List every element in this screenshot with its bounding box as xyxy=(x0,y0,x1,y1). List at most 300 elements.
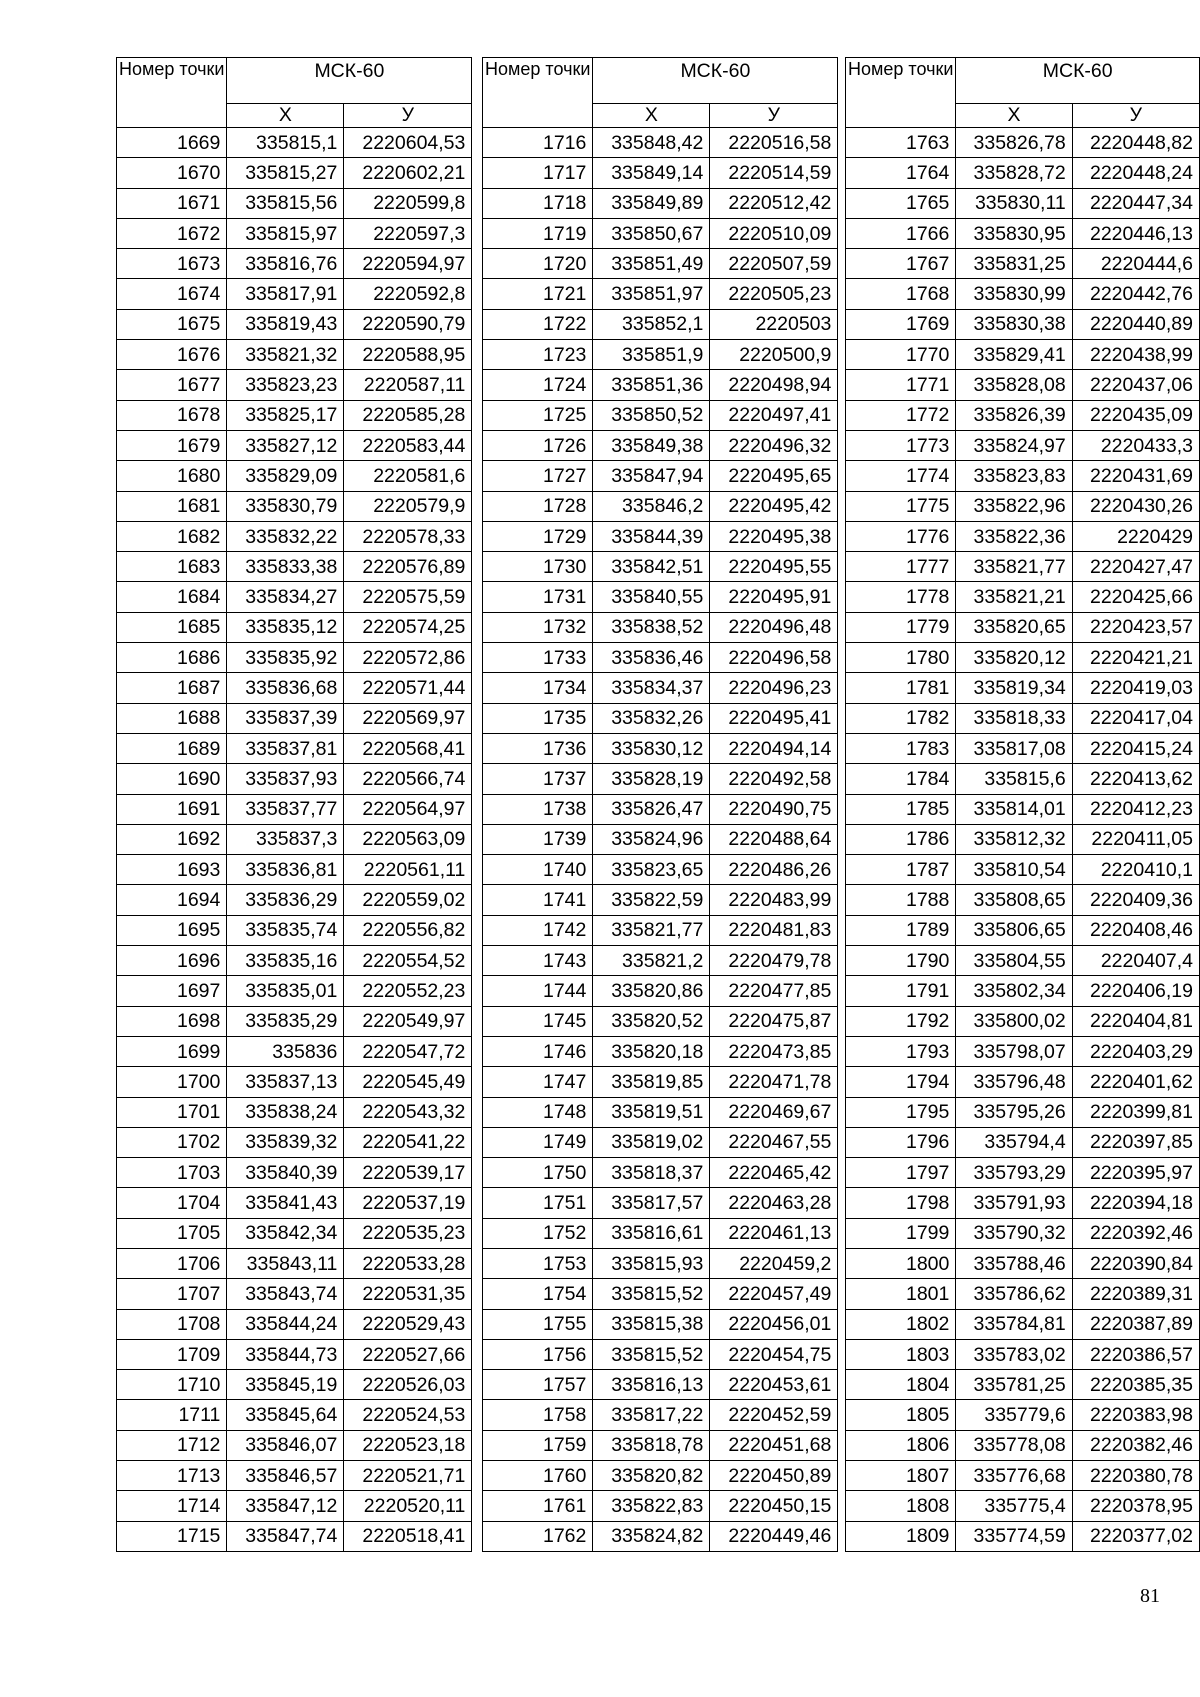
point-number-cell: 1713 xyxy=(117,1461,227,1491)
y-coordinate-cell: 2220568,41 xyxy=(344,733,472,763)
header-point-number: Номер точки xyxy=(117,58,227,128)
y-coordinate-cell: 2220382,46 xyxy=(1072,1430,1199,1460)
table-row xyxy=(846,703,1200,733)
x-coordinate-cell: 335822,96 xyxy=(956,491,1072,521)
table-row xyxy=(846,1158,1200,1188)
y-coordinate-cell: 2220450,89 xyxy=(710,1461,838,1491)
table-row xyxy=(117,461,472,491)
y-coordinate-cell: 2220524,53 xyxy=(344,1400,472,1430)
x-coordinate-cell: 335818,37 xyxy=(593,1158,710,1188)
point-number-cell: 1754 xyxy=(483,1279,593,1309)
table-row xyxy=(483,1279,838,1309)
table-row xyxy=(483,188,838,218)
x-coordinate-cell: 335832,22 xyxy=(227,521,344,551)
header-x: Х xyxy=(593,104,710,128)
y-coordinate-cell: 2220533,28 xyxy=(344,1248,472,1278)
x-coordinate-cell: 335841,43 xyxy=(227,1188,344,1218)
x-coordinate-cell: 335815,52 xyxy=(593,1279,710,1309)
table-row xyxy=(846,461,1200,491)
table-row xyxy=(117,279,472,309)
y-coordinate-cell: 2220563,09 xyxy=(344,824,472,854)
y-coordinate-cell: 2220564,97 xyxy=(344,794,472,824)
point-number-cell: 1793 xyxy=(846,1036,956,1066)
table-row xyxy=(846,218,1200,248)
point-number-cell: 1697 xyxy=(117,976,227,1006)
y-coordinate-cell: 2220581,6 xyxy=(344,461,472,491)
point-number-cell: 1705 xyxy=(117,1218,227,1248)
y-coordinate-cell: 2220456,01 xyxy=(710,1309,838,1339)
x-coordinate-cell: 335823,83 xyxy=(956,461,1072,491)
y-coordinate-cell: 2220463,28 xyxy=(710,1188,838,1218)
point-number-cell: 1717 xyxy=(483,158,593,188)
table-row xyxy=(846,1097,1200,1127)
x-coordinate-cell: 335815,56 xyxy=(227,188,344,218)
y-coordinate-cell: 2220514,59 xyxy=(710,158,838,188)
point-number-cell: 1740 xyxy=(483,855,593,885)
x-coordinate-cell: 335821,77 xyxy=(593,915,710,945)
point-number-cell: 1755 xyxy=(483,1309,593,1339)
x-coordinate-cell: 335819,85 xyxy=(593,1067,710,1097)
y-coordinate-cell: 2220571,44 xyxy=(344,673,472,703)
point-number-cell: 1725 xyxy=(483,400,593,430)
point-number-cell: 1732 xyxy=(483,612,593,642)
point-number-cell: 1763 xyxy=(846,128,956,158)
x-coordinate-cell: 335779,6 xyxy=(956,1400,1072,1430)
point-number-cell: 1719 xyxy=(483,218,593,248)
table-row xyxy=(483,1248,838,1278)
x-coordinate-cell: 335821,2 xyxy=(593,946,710,976)
point-number-cell: 1748 xyxy=(483,1097,593,1127)
x-coordinate-cell: 335843,74 xyxy=(227,1279,344,1309)
point-number-cell: 1762 xyxy=(483,1521,593,1551)
y-coordinate-cell: 2220500,9 xyxy=(710,340,838,370)
x-coordinate-cell: 335840,39 xyxy=(227,1158,344,1188)
table-row xyxy=(846,1400,1200,1430)
point-number-cell: 1729 xyxy=(483,521,593,551)
x-coordinate-cell: 335822,59 xyxy=(593,885,710,915)
x-coordinate-cell: 335820,18 xyxy=(593,1036,710,1066)
y-coordinate-cell: 2220389,31 xyxy=(1072,1279,1199,1309)
point-number-cell: 1788 xyxy=(846,885,956,915)
x-coordinate-cell: 335826,78 xyxy=(956,128,1072,158)
x-coordinate-cell: 335774,59 xyxy=(956,1521,1072,1551)
y-coordinate-cell: 2220419,03 xyxy=(1072,673,1199,703)
y-coordinate-cell: 2220433,3 xyxy=(1072,430,1199,460)
point-number-cell: 1730 xyxy=(483,552,593,582)
point-number-cell: 1690 xyxy=(117,764,227,794)
x-coordinate-cell: 335815,97 xyxy=(227,218,344,248)
point-number-cell: 1777 xyxy=(846,552,956,582)
y-coordinate-cell: 2220413,62 xyxy=(1072,764,1199,794)
y-coordinate-cell: 2220431,69 xyxy=(1072,461,1199,491)
y-coordinate-cell: 2220440,89 xyxy=(1072,309,1199,339)
x-coordinate-cell: 335830,99 xyxy=(956,279,1072,309)
point-number-cell: 1681 xyxy=(117,491,227,521)
x-coordinate-cell: 335825,17 xyxy=(227,400,344,430)
table-row xyxy=(846,249,1200,279)
table-row xyxy=(117,188,472,218)
point-number-cell: 1773 xyxy=(846,430,956,460)
table-row xyxy=(483,461,838,491)
table-row xyxy=(483,1218,838,1248)
y-coordinate-cell: 2220490,75 xyxy=(710,794,838,824)
table-row xyxy=(483,1461,838,1491)
point-number-cell: 1678 xyxy=(117,400,227,430)
point-number-cell: 1720 xyxy=(483,249,593,279)
point-number-cell: 1796 xyxy=(846,1127,956,1157)
table-row xyxy=(846,1248,1200,1278)
header-y: У xyxy=(344,104,472,128)
point-number-cell: 1757 xyxy=(483,1370,593,1400)
point-number-cell: 1749 xyxy=(483,1127,593,1157)
x-coordinate-cell: 335823,23 xyxy=(227,370,344,400)
table-row xyxy=(117,1248,472,1278)
table-row xyxy=(117,673,472,703)
table-row xyxy=(117,158,472,188)
x-coordinate-cell: 335794,4 xyxy=(956,1127,1072,1157)
x-coordinate-cell: 335816,76 xyxy=(227,249,344,279)
table-row xyxy=(846,824,1200,854)
point-number-cell: 1718 xyxy=(483,188,593,218)
table-row xyxy=(483,1521,838,1551)
y-coordinate-cell: 2220494,14 xyxy=(710,733,838,763)
x-coordinate-cell: 335817,57 xyxy=(593,1188,710,1218)
table-row xyxy=(846,1309,1200,1339)
y-coordinate-cell: 2220495,55 xyxy=(710,552,838,582)
x-coordinate-cell: 335791,93 xyxy=(956,1188,1072,1218)
y-coordinate-cell: 2220467,55 xyxy=(710,1127,838,1157)
table-row xyxy=(846,1491,1200,1521)
point-number-cell: 1723 xyxy=(483,340,593,370)
y-coordinate-cell: 2220448,82 xyxy=(1072,128,1199,158)
y-coordinate-cell: 2220526,03 xyxy=(344,1370,472,1400)
x-coordinate-cell: 335836,46 xyxy=(593,643,710,673)
table-row xyxy=(117,309,472,339)
y-coordinate-cell: 2220454,75 xyxy=(710,1339,838,1369)
table-row xyxy=(117,128,472,158)
x-coordinate-cell: 335837,81 xyxy=(227,733,344,763)
point-number-cell: 1687 xyxy=(117,673,227,703)
x-coordinate-cell: 335826,47 xyxy=(593,794,710,824)
y-coordinate-cell: 2220410,1 xyxy=(1072,855,1199,885)
table-row xyxy=(483,249,838,279)
table-row xyxy=(846,794,1200,824)
x-coordinate-cell: 335844,24 xyxy=(227,1309,344,1339)
table-row xyxy=(117,855,472,885)
y-coordinate-cell: 2220471,78 xyxy=(710,1067,838,1097)
x-coordinate-cell: 335796,48 xyxy=(956,1067,1072,1097)
y-coordinate-cell: 2220473,85 xyxy=(710,1036,838,1066)
x-coordinate-cell: 335847,12 xyxy=(227,1491,344,1521)
x-coordinate-cell: 335815,6 xyxy=(956,764,1072,794)
x-coordinate-cell: 335835,01 xyxy=(227,976,344,1006)
x-coordinate-cell: 335833,38 xyxy=(227,552,344,582)
table-row xyxy=(483,552,838,582)
table-row xyxy=(846,491,1200,521)
y-coordinate-cell: 2220543,32 xyxy=(344,1097,472,1127)
point-number-cell: 1750 xyxy=(483,1158,593,1188)
point-number-cell: 1785 xyxy=(846,794,956,824)
table-row xyxy=(846,1067,1200,1097)
y-coordinate-cell: 2220395,97 xyxy=(1072,1158,1199,1188)
table-row xyxy=(483,1006,838,1036)
table-row xyxy=(117,1218,472,1248)
y-coordinate-cell: 2220492,58 xyxy=(710,764,838,794)
y-coordinate-cell: 2220604,53 xyxy=(344,128,472,158)
table-row xyxy=(483,703,838,733)
point-number-cell: 1672 xyxy=(117,218,227,248)
point-number-cell: 1726 xyxy=(483,430,593,460)
point-number-cell: 1795 xyxy=(846,1097,956,1127)
point-number-cell: 1715 xyxy=(117,1521,227,1551)
point-number-cell: 1792 xyxy=(846,1006,956,1036)
x-coordinate-cell: 335842,34 xyxy=(227,1218,344,1248)
table-row xyxy=(117,1188,472,1218)
coordinates-table-2 xyxy=(482,57,838,1552)
point-number-cell: 1724 xyxy=(483,370,593,400)
y-coordinate-cell: 2220401,62 xyxy=(1072,1067,1199,1097)
header-x: Х xyxy=(956,104,1072,128)
table-row xyxy=(483,400,838,430)
table-row xyxy=(117,340,472,370)
point-number-cell: 1771 xyxy=(846,370,956,400)
y-coordinate-cell: 2220554,52 xyxy=(344,946,472,976)
y-coordinate-cell: 2220450,15 xyxy=(710,1491,838,1521)
x-coordinate-cell: 335846,57 xyxy=(227,1461,344,1491)
x-coordinate-cell: 335817,91 xyxy=(227,279,344,309)
x-coordinate-cell: 335836 xyxy=(227,1036,344,1066)
y-coordinate-cell: 2220438,99 xyxy=(1072,340,1199,370)
point-number-cell: 1797 xyxy=(846,1158,956,1188)
y-coordinate-cell: 2220404,81 xyxy=(1072,1006,1199,1036)
header-y: У xyxy=(1072,104,1199,128)
point-number-cell: 1756 xyxy=(483,1339,593,1369)
table-row xyxy=(846,1006,1200,1036)
y-coordinate-cell: 2220403,29 xyxy=(1072,1036,1199,1066)
point-number-cell: 1714 xyxy=(117,1491,227,1521)
point-number-cell: 1707 xyxy=(117,1279,227,1309)
x-coordinate-cell: 335852,1 xyxy=(593,309,710,339)
y-coordinate-cell: 2220397,85 xyxy=(1072,1127,1199,1157)
table-row xyxy=(846,188,1200,218)
point-number-cell: 1803 xyxy=(846,1339,956,1369)
header-y: У xyxy=(710,104,838,128)
x-coordinate-cell: 335828,08 xyxy=(956,370,1072,400)
table-row xyxy=(117,915,472,945)
x-coordinate-cell: 335819,02 xyxy=(593,1127,710,1157)
x-coordinate-cell: 335830,38 xyxy=(956,309,1072,339)
table-row xyxy=(117,249,472,279)
y-coordinate-cell: 2220407,4 xyxy=(1072,946,1199,976)
y-coordinate-cell: 2220444,6 xyxy=(1072,249,1199,279)
table-row xyxy=(846,400,1200,430)
y-coordinate-cell: 2220495,42 xyxy=(710,491,838,521)
y-coordinate-cell: 2220461,13 xyxy=(710,1218,838,1248)
point-number-cell: 1761 xyxy=(483,1491,593,1521)
table-row xyxy=(483,430,838,460)
x-coordinate-cell: 335795,26 xyxy=(956,1097,1072,1127)
table-row xyxy=(483,1097,838,1127)
x-coordinate-cell: 335837,13 xyxy=(227,1067,344,1097)
x-coordinate-cell: 335828,19 xyxy=(593,764,710,794)
point-number-cell: 1807 xyxy=(846,1461,956,1491)
x-coordinate-cell: 335851,9 xyxy=(593,340,710,370)
y-coordinate-cell: 2220465,42 xyxy=(710,1158,838,1188)
x-coordinate-cell: 335839,32 xyxy=(227,1127,344,1157)
point-number-cell: 1731 xyxy=(483,582,593,612)
point-number-cell: 1808 xyxy=(846,1491,956,1521)
x-coordinate-cell: 335819,43 xyxy=(227,309,344,339)
table-row xyxy=(846,340,1200,370)
y-coordinate-cell: 2220496,48 xyxy=(710,612,838,642)
table-row xyxy=(483,1309,838,1339)
y-coordinate-cell: 2220380,78 xyxy=(1072,1461,1199,1491)
x-coordinate-cell: 335821,21 xyxy=(956,582,1072,612)
point-number-cell: 1677 xyxy=(117,370,227,400)
x-coordinate-cell: 335832,26 xyxy=(593,703,710,733)
table-row xyxy=(846,1127,1200,1157)
x-coordinate-cell: 335823,65 xyxy=(593,855,710,885)
point-number-cell: 1751 xyxy=(483,1188,593,1218)
point-number-cell: 1692 xyxy=(117,824,227,854)
point-number-cell: 1685 xyxy=(117,612,227,642)
table-row xyxy=(483,279,838,309)
x-coordinate-cell: 335818,78 xyxy=(593,1430,710,1460)
point-number-cell: 1781 xyxy=(846,673,956,703)
y-coordinate-cell: 2220459,2 xyxy=(710,1248,838,1278)
x-coordinate-cell: 335847,74 xyxy=(227,1521,344,1551)
y-coordinate-cell: 2220535,23 xyxy=(344,1218,472,1248)
x-coordinate-cell: 335836,68 xyxy=(227,673,344,703)
table-row xyxy=(846,976,1200,1006)
point-number-cell: 1721 xyxy=(483,279,593,309)
table-row xyxy=(846,946,1200,976)
y-coordinate-cell: 2220541,22 xyxy=(344,1127,472,1157)
y-coordinate-cell: 2220521,71 xyxy=(344,1461,472,1491)
y-coordinate-cell: 2220587,11 xyxy=(344,370,472,400)
table-row xyxy=(483,976,838,1006)
y-coordinate-cell: 2220406,19 xyxy=(1072,976,1199,1006)
table-row xyxy=(117,703,472,733)
table-row xyxy=(117,1370,472,1400)
table-row xyxy=(846,370,1200,400)
y-coordinate-cell: 2220495,91 xyxy=(710,582,838,612)
y-coordinate-cell: 2220385,35 xyxy=(1072,1370,1199,1400)
point-number-cell: 1691 xyxy=(117,794,227,824)
table-row xyxy=(483,218,838,248)
table-row xyxy=(117,1279,472,1309)
x-coordinate-cell: 335790,32 xyxy=(956,1218,1072,1248)
point-number-cell: 1704 xyxy=(117,1188,227,1218)
table-row xyxy=(846,1036,1200,1066)
y-coordinate-cell: 2220386,57 xyxy=(1072,1339,1199,1369)
point-number-cell: 1737 xyxy=(483,764,593,794)
x-coordinate-cell: 335820,12 xyxy=(956,643,1072,673)
header-coordinate-system: МСК-60 xyxy=(593,58,838,104)
table-row xyxy=(483,643,838,673)
point-number-cell: 1696 xyxy=(117,946,227,976)
point-number-cell: 1706 xyxy=(117,1248,227,1278)
table-row xyxy=(117,946,472,976)
table-row xyxy=(117,764,472,794)
table-row xyxy=(117,1400,472,1430)
y-coordinate-cell: 2220488,64 xyxy=(710,824,838,854)
point-number-cell: 1700 xyxy=(117,1067,227,1097)
x-coordinate-cell: 335849,38 xyxy=(593,430,710,460)
x-coordinate-cell: 335835,16 xyxy=(227,946,344,976)
table-row xyxy=(846,1339,1200,1369)
x-coordinate-cell: 335834,37 xyxy=(593,673,710,703)
point-number-cell: 1804 xyxy=(846,1370,956,1400)
x-coordinate-cell: 335837,39 xyxy=(227,703,344,733)
point-number-cell: 1745 xyxy=(483,1006,593,1036)
x-coordinate-cell: 335851,97 xyxy=(593,279,710,309)
point-number-cell: 1769 xyxy=(846,309,956,339)
y-coordinate-cell: 2220572,86 xyxy=(344,643,472,673)
x-coordinate-cell: 335820,52 xyxy=(593,1006,710,1036)
table-row xyxy=(483,1400,838,1430)
y-coordinate-cell: 2220452,59 xyxy=(710,1400,838,1430)
table-row xyxy=(483,1158,838,1188)
point-number-cell: 1772 xyxy=(846,400,956,430)
point-number-cell: 1673 xyxy=(117,249,227,279)
table-row xyxy=(117,1491,472,1521)
x-coordinate-cell: 335835,92 xyxy=(227,643,344,673)
x-coordinate-cell: 335810,54 xyxy=(956,855,1072,885)
point-number-cell: 1679 xyxy=(117,430,227,460)
point-number-cell: 1776 xyxy=(846,521,956,551)
y-coordinate-cell: 2220496,58 xyxy=(710,643,838,673)
x-coordinate-cell: 335850,67 xyxy=(593,218,710,248)
x-coordinate-cell: 335815,38 xyxy=(593,1309,710,1339)
table-row xyxy=(846,764,1200,794)
table-row xyxy=(483,1430,838,1460)
x-coordinate-cell: 335845,19 xyxy=(227,1370,344,1400)
y-coordinate-cell: 2220512,42 xyxy=(710,188,838,218)
x-coordinate-cell: 335843,11 xyxy=(227,1248,344,1278)
y-coordinate-cell: 2220486,26 xyxy=(710,855,838,885)
y-coordinate-cell: 2220578,33 xyxy=(344,521,472,551)
x-coordinate-cell: 335829,41 xyxy=(956,340,1072,370)
point-number-cell: 1711 xyxy=(117,1400,227,1430)
x-coordinate-cell: 335848,42 xyxy=(593,128,710,158)
x-coordinate-cell: 335826,39 xyxy=(956,400,1072,430)
y-coordinate-cell: 2220592,8 xyxy=(344,279,472,309)
x-coordinate-cell: 335818,33 xyxy=(956,703,1072,733)
point-number-cell: 1670 xyxy=(117,158,227,188)
y-coordinate-cell: 2220377,02 xyxy=(1072,1521,1199,1551)
table-row xyxy=(117,976,472,1006)
y-coordinate-cell: 2220477,85 xyxy=(710,976,838,1006)
y-coordinate-cell: 2220442,76 xyxy=(1072,279,1199,309)
table-row xyxy=(117,1461,472,1491)
table-row xyxy=(117,1036,472,1066)
y-coordinate-cell: 2220437,06 xyxy=(1072,370,1199,400)
point-number-cell: 1794 xyxy=(846,1067,956,1097)
y-coordinate-cell: 2220429 xyxy=(1072,521,1199,551)
table-row xyxy=(846,643,1200,673)
x-coordinate-cell: 335828,72 xyxy=(956,158,1072,188)
x-coordinate-cell: 335849,14 xyxy=(593,158,710,188)
table-row xyxy=(846,552,1200,582)
y-coordinate-cell: 2220457,49 xyxy=(710,1279,838,1309)
x-coordinate-cell: 335814,01 xyxy=(956,794,1072,824)
point-number-cell: 1686 xyxy=(117,643,227,673)
table-row xyxy=(117,643,472,673)
point-number-cell: 1798 xyxy=(846,1188,956,1218)
y-coordinate-cell: 2220566,74 xyxy=(344,764,472,794)
x-coordinate-cell: 335820,86 xyxy=(593,976,710,1006)
